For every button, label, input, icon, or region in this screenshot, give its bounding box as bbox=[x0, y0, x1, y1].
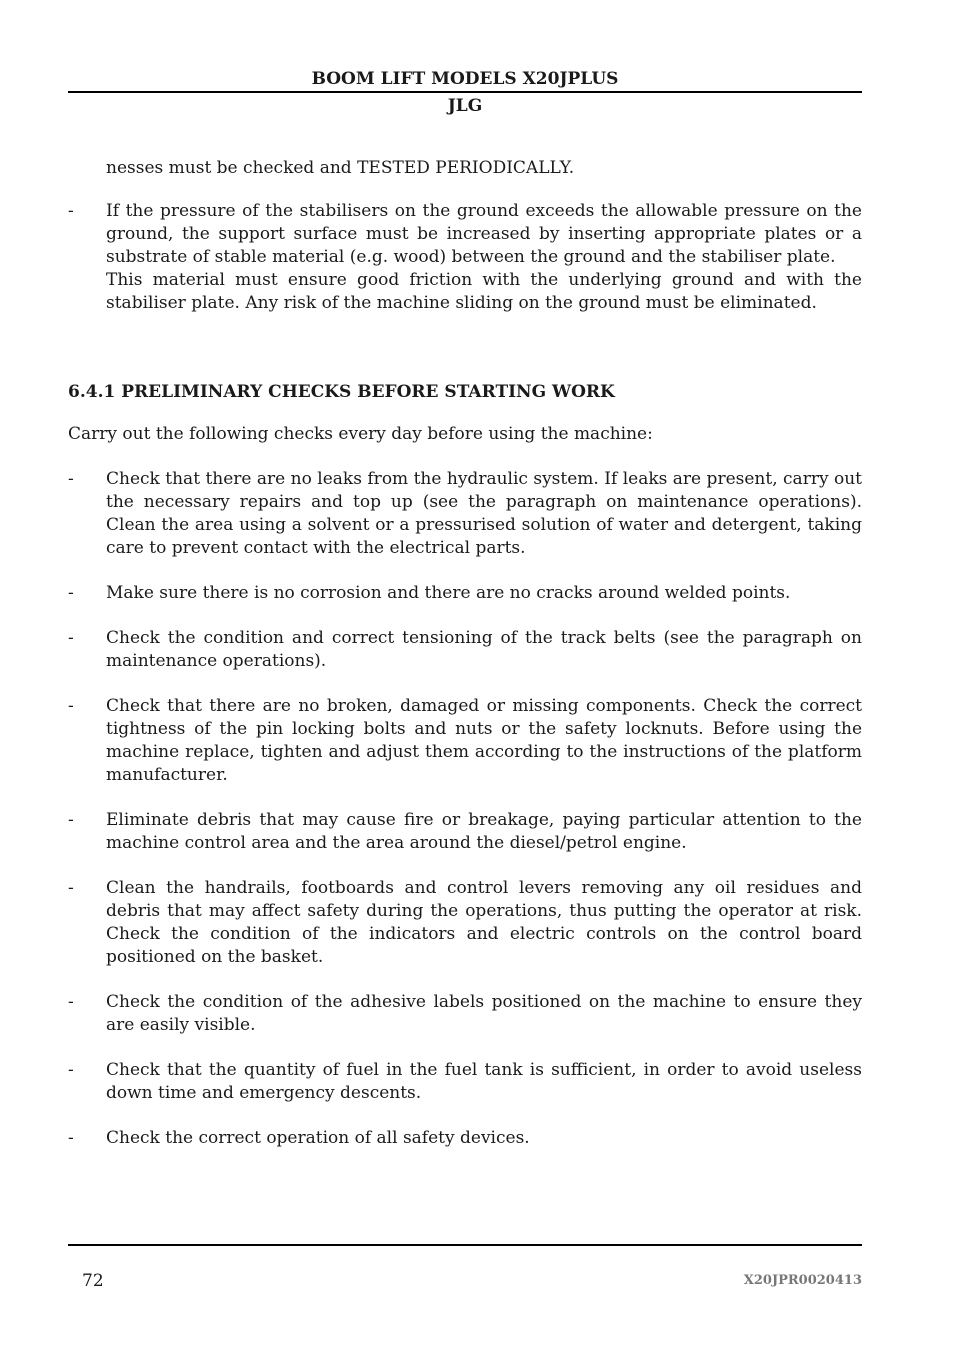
continuation-text: nesses must be checked and TESTED PERIODICALLY. bbox=[106, 158, 575, 178]
list-item-text: Check that there are no broken, damaged or missing components. Check the correct tightness of the pin locking bolts and nuts or the safety locknuts. Before using the machine replace, tighten and adjust them according to the instructions of the platform manufacturer. bbox=[106, 696, 862, 785]
list-dash: - bbox=[68, 469, 74, 489]
list-item bbox=[68, 695, 862, 787]
list-dash: - bbox=[68, 810, 74, 830]
list-dash: - bbox=[68, 696, 74, 716]
list-item-text: This material must ensure good friction with the underlying ground and with the stabiliser plate. Any risk of the machine sliding on the ground must be eliminated. bbox=[106, 270, 862, 313]
list-item-text: Check that the quantity of fuel in the fuel tank is sufficient, in order to avoid useless down time and emergency descents. bbox=[106, 1060, 862, 1103]
list-item bbox=[68, 582, 862, 605]
page-header-brand: JLG bbox=[447, 96, 483, 116]
footer-divider bbox=[68, 1244, 862, 1246]
page-content bbox=[68, 157, 862, 1172]
list-dash: - bbox=[68, 201, 74, 221]
list-item-text: Check the condition of the adhesive labels positioned on the machine to ensure they are easily visible. bbox=[106, 992, 862, 1035]
list-dash: - bbox=[68, 878, 74, 898]
page-header-title: BOOM LIFT MODELS X20JPLUS bbox=[311, 69, 619, 89]
list-item bbox=[68, 809, 862, 855]
list-dash: - bbox=[68, 992, 74, 1012]
document-code: X20JPR0020413 bbox=[743, 1273, 862, 1288]
page-number: 72 bbox=[82, 1271, 104, 1291]
list-item bbox=[68, 468, 862, 560]
list-item bbox=[68, 877, 862, 969]
section-heading: 6.4.1 PRELIMINARY CHECKS BEFORE STARTING WORK bbox=[68, 382, 615, 402]
header-divider bbox=[68, 91, 862, 93]
list-item-text: Clean the handrails, footboards and control levers removing any oil residues and debris that may affect safety during the operations, thus putting the operator at risk. Check the condition of the indicators and electric controls on the control board positioned on the basket. bbox=[106, 878, 862, 967]
list-dash: - bbox=[68, 628, 74, 648]
list-item bbox=[68, 991, 862, 1037]
list-item-text: Check the correct operation of all safety devices. bbox=[106, 1128, 530, 1148]
list-item-text: Make sure there is no corrosion and there are no cracks around welded points. bbox=[106, 583, 791, 603]
list-item-text: Eliminate debris that may cause fire or breakage, paying particular attention to the machine control area and the area around the diesel/petrol engine. bbox=[106, 810, 862, 853]
list-item bbox=[68, 1127, 862, 1150]
list-item-text: Check that there are no leaks from the hydraulic system. If leaks are present, carry out the necessary repairs and top up (see the paragraph on maintenance operations). Clean the area using a solvent or a pressurised solution of water and detergent, taking care to prevent contact with the electrical parts. bbox=[106, 469, 862, 558]
list-item-text: Check the condition and correct tensioning of the track belts (see the paragraph on maintenance operations). bbox=[106, 628, 862, 671]
list-dash: - bbox=[68, 1128, 74, 1148]
list-dash: - bbox=[68, 583, 74, 603]
list-item bbox=[68, 627, 862, 673]
list-item-text: If the pressure of the stabilisers on the ground exceeds the allowable pressure on the ground, the support surface must be increased by inserting appropriate plates or a substrate of stable material (e.g. wood) between the ground and the stabiliser plate. bbox=[106, 201, 862, 267]
list-item bbox=[68, 200, 862, 315]
list-item bbox=[68, 1059, 862, 1105]
section-intro: Carry out the following checks every day before using the machine: bbox=[68, 424, 653, 444]
list-dash: - bbox=[68, 1060, 74, 1080]
